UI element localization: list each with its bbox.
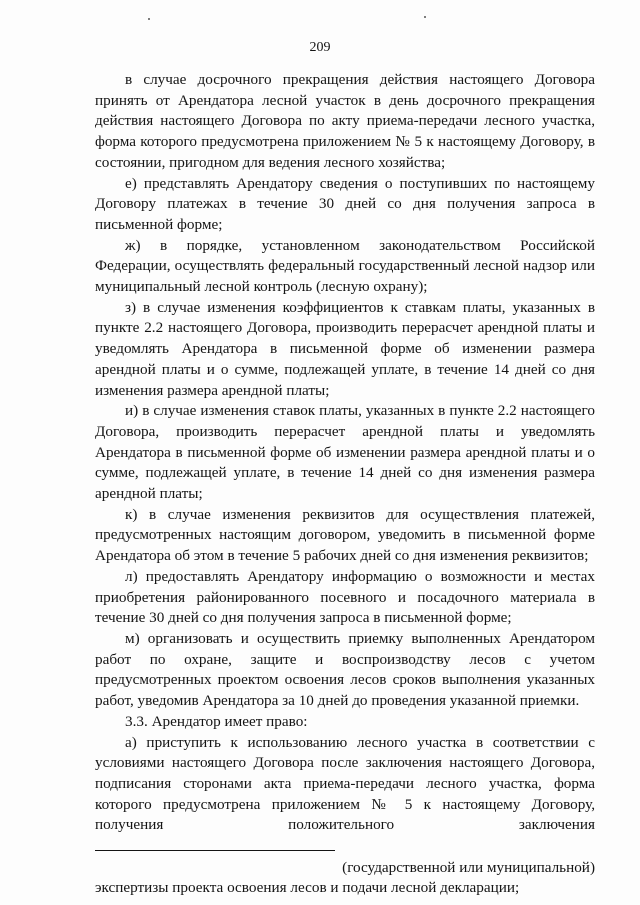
scan-speck (424, 16, 426, 18)
paragraph-item-a (95, 733, 595, 858)
paragraph: л) предоставлять Арендатору информацию о возможности и местах приобретения районированного посевного и посадочного материала в течение 30 дней со дня получения запроса в письменной форме; (95, 567, 595, 627)
page-number: 209 (309, 40, 331, 55)
fill-in-blank (95, 836, 335, 851)
document-body (95, 70, 595, 899)
paragraph: в случае досрочного прекращения действия настоящего Договора принять от Арендатора лесной участок в день досрочного прекращения действия настоящего Договора по акту приема-передачи лесного участка, форма которого предусмотрена приложением № 5 к настоящему Договору, в состоянии, пригодном для ведения лесного хозяйства; (95, 71, 595, 171)
item-a-text: а) приступить к использованию лесного участка в соответствии с условиями настоящего Договора после заключения настоящего Договора, подписания сторонами акта приема-передачи лесного участка, форма которого предусмотрена приложением № 5 к настоящему Договору, получения положительного заключения (95, 733, 595, 834)
paragraph: к) в случае изменения реквизитов для осуществления платежей, предусмотренных настоящим договором, уведомить в письменной форме Арендатора об этом в течение 5 рабочих дней со дня изменения реквизитов; (95, 505, 595, 565)
paragraph: и) в случае изменения ставок платы, указанных в пункте 2.2 настоящего Договора, производить перерасчет арендной платы и уведомлять Арендатора в письменной форме об изменении размера арендной платы и о сумме, подлежащей уплате, в течение 14 дней со дня изменения размера арендной платы; (95, 402, 595, 503)
section-heading: 3.3. Арендатор имеет право: (125, 712, 308, 730)
blank-caption: (государственной или муниципальной) (342, 858, 595, 876)
paragraph: ж) в порядке, установленном законодательством Российской Федерации, осуществлять федеральный государственный лесной надзор или муниципальный лесной контроль (лесную охрану); (95, 236, 595, 296)
paragraph-continuation: экспертизы проекта освоения лесов и подачи лесной декларации; (95, 879, 520, 897)
paragraph: з) в случае изменения коэффициентов к ставкам платы, указанных в пункте 2.2 настоящего Договора, производить перерасчет арендной платы и уведомлять Арендатора в письменной форме об изменении размера арендной платы и о сумме, подлежащей уплате, в течение 14 дней со дня изменения размера арендной платы; (95, 298, 595, 399)
paragraph: м) организовать и осуществить приемку выполненных Арендатором работ по охране, защите и воспроизводству лесов с учетом предусмотренных проектом освоения лесов сроков выполнения указанных работ, уведомив Арендатора за 10 дней до проведения указанной приемки. (95, 629, 595, 710)
paragraph: е) представлять Арендатору сведения о поступивших по настоящему Договору платежах в течение 30 дней со дня получения запроса в письменной форме; (95, 174, 595, 233)
scan-speck (148, 18, 150, 20)
